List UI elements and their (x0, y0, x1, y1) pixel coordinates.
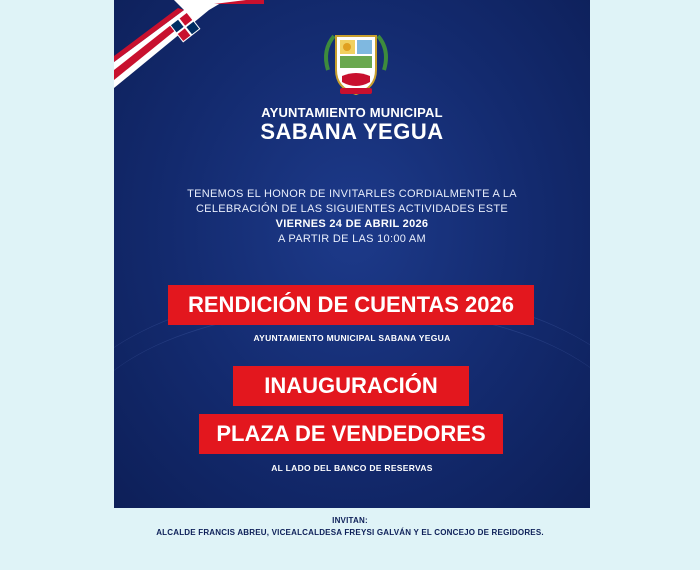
event2-title-line2: PLAZA DE VENDEDORES (199, 414, 503, 454)
event-time: A PARTIR DE LAS 10:00 AM (277, 233, 427, 245)
org-name-line2: SABANA YEGUA (260, 119, 444, 144)
event1-subtitle: AYUNTAMIENTO MUNICIPAL SABANA YEGUA (253, 333, 451, 343)
invitees-text: ALCALDE FRANCIS ABREU, VICEALCALDESA FREYSI GALVÁN Y EL CONCEJO DE REGIDORES. (156, 528, 544, 537)
event2-title-line1: INAUGURACIÓN (233, 366, 469, 406)
dominican-flag-ribbon-icon (114, 0, 264, 100)
event-date: VIERNES 24 DE ABRIL 2026 (275, 218, 429, 230)
invite-label: INVITAN: (332, 516, 368, 525)
event1-title: RENDICIÓN DE CUENTAS 2026 (168, 285, 534, 325)
event2-subtitle: AL LADO DEL BANCO DE RESERVAS (271, 463, 433, 473)
municipal-coat-of-arms-icon (318, 30, 394, 100)
intro-line2: CELEBRACIÓN DE LAS SIGUIENTES ACTIVIDADES ESTE (195, 203, 509, 215)
intro-line1: TENEMOS EL HONOR DE INVITARLES CORDIALMENTE A LA (187, 188, 517, 200)
invitation-poster (114, 0, 590, 508)
org-name-line1: AYUNTAMIENTO MUNICIPAL (261, 105, 443, 120)
